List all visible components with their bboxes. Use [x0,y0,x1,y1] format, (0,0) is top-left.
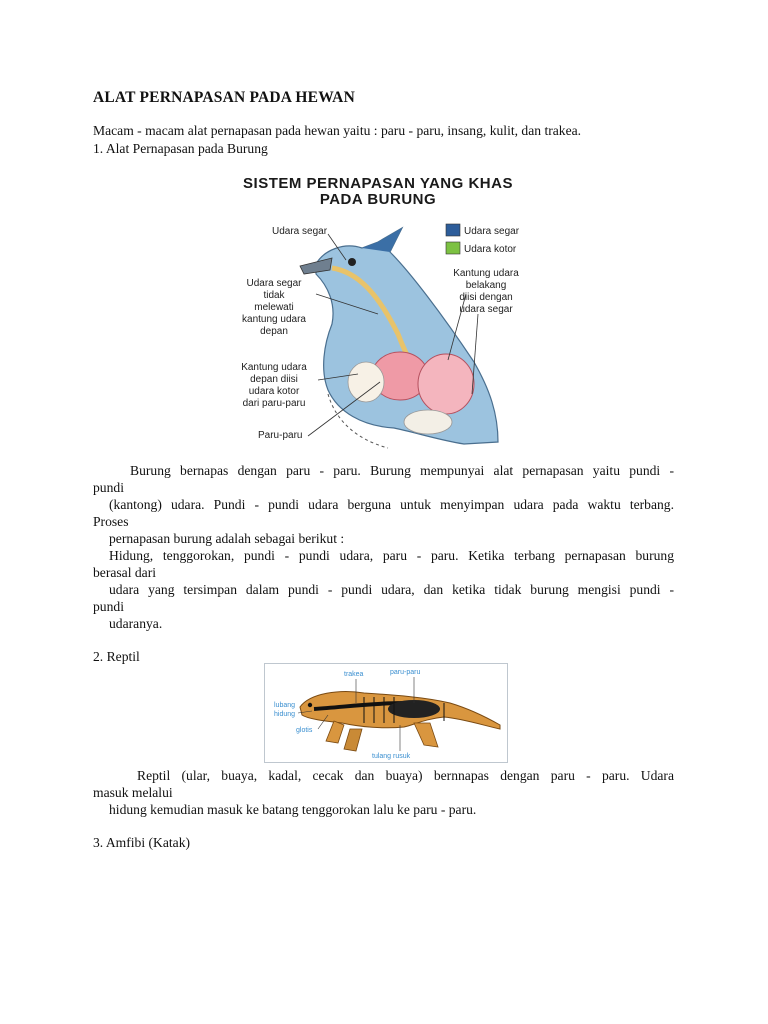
lizard-eye [308,703,312,707]
bird-anterior-sac [348,362,384,402]
page-title: ALAT PERNAPASAN PADA HEWAN [93,89,355,106]
label-paru-paru-reptil: paru-paru [390,669,421,676]
svg-text:Udara segar: Udara segar [246,278,302,289]
svg-text:udara kotor: udara kotor [248,386,300,397]
bird-eye [348,258,356,266]
svg-text:tidak: tidak [263,290,285,301]
reptile-paragraph-line-1: Reptil (ular, buaya, kadal, cecak dan buaya) bernnapas dengan paru - paru. Udara [137,768,674,783]
svg-text:udara segar: udara segar [459,304,513,315]
bird-figure-title-1: SISTEM PERNAPASAN YANG KHAS [243,175,513,192]
reptile-paragraph-line-2: masuk melalui [93,785,173,800]
bird-posterior-sac [418,354,474,414]
svg-text:kantung udara: kantung udara [242,314,306,325]
label-paru-paru: Paru-paru [258,430,303,441]
section-heading-amfibi: 3. Amfibi (Katak) [93,835,191,850]
bird-respiration-figure [228,164,540,454]
label-glotis: glotis [296,727,313,734]
legend-dirty-label: Udara kotor [464,244,517,255]
svg-text:Kantung udara: Kantung udara [453,268,519,279]
section-heading-reptil: 2. Reptil [93,649,140,664]
svg-text:dari paru-paru: dari paru-paru [242,398,306,409]
legend-fresh-label: Udara segar [464,226,520,237]
bird-paragraph-line-9: pundi [93,599,124,614]
bird-figure-title-2: PADA BURUNG [319,191,437,208]
bird-paragraph-line-7: berasal dari [93,565,157,580]
label-trakea: trakea [344,671,364,678]
bird-paragraph-line-10: udaranya. [109,616,163,631]
bird-paragraph-line-8: udara yang tersimpan dalam pundi - pundi udara, dan ketika tidak burung mengisi pundi - [109,582,674,597]
label-lubang-hidung-1: lubang [274,702,296,709]
bird-paragraph-line-4: Proses [93,514,129,529]
bird-abdominal-sac [404,410,452,434]
bird-paragraph-line-3: (kantong) udara. Pundi - pundi udara berguna untuk menyimpan udara pada waktu terbang. [109,497,674,512]
bird-paragraph-line-5: pernapasan burung adalah sebagai berikut : [109,531,345,546]
svg-text:depan diisi: depan diisi [250,374,298,385]
bird-paragraph-line-1: Burung bernapas dengan paru - paru. Burung mempunyai alat pernapasan yaitu pundi - [130,463,674,478]
reptile-respiration-figure [264,663,508,763]
legend-dirty-swatch [446,242,460,254]
label-tulang-rusuk: tulang rusuk [372,753,411,760]
svg-text:diisi dengan: diisi dengan [459,292,513,303]
bird-paragraph-line-6: Hidung, tenggorokan, pundi - pundi udara, paru - paru. Ketika terbang pernapasan burung [109,548,674,563]
label-kantung-udara-belakang [453,268,519,315]
svg-text:belakang: belakang [465,280,507,291]
label-udara-segar: Udara segar [272,226,328,237]
reptile-paragraph-line-3: hidung kemudian masuk ke batang tenggorokan lalu ke paru - paru. [109,802,477,817]
label-kantung-udara-depan [241,362,307,409]
bird-paragraph-line-2: pundi [93,480,124,495]
section-heading-burung: 1. Alat Pernapasan pada Burung [93,141,268,156]
svg-text:Kantung udara: Kantung udara [241,362,307,373]
legend-fresh-swatch [446,224,460,236]
intro-text: Macam - macam alat pernapasan pada hewan yaitu : paru - paru, insang, kulit, dan trakea. [93,123,582,138]
svg-text:melewati: melewati [254,302,294,313]
svg-text:depan: depan [260,326,288,337]
label-lubang-hidung-2: hidung [274,711,296,718]
